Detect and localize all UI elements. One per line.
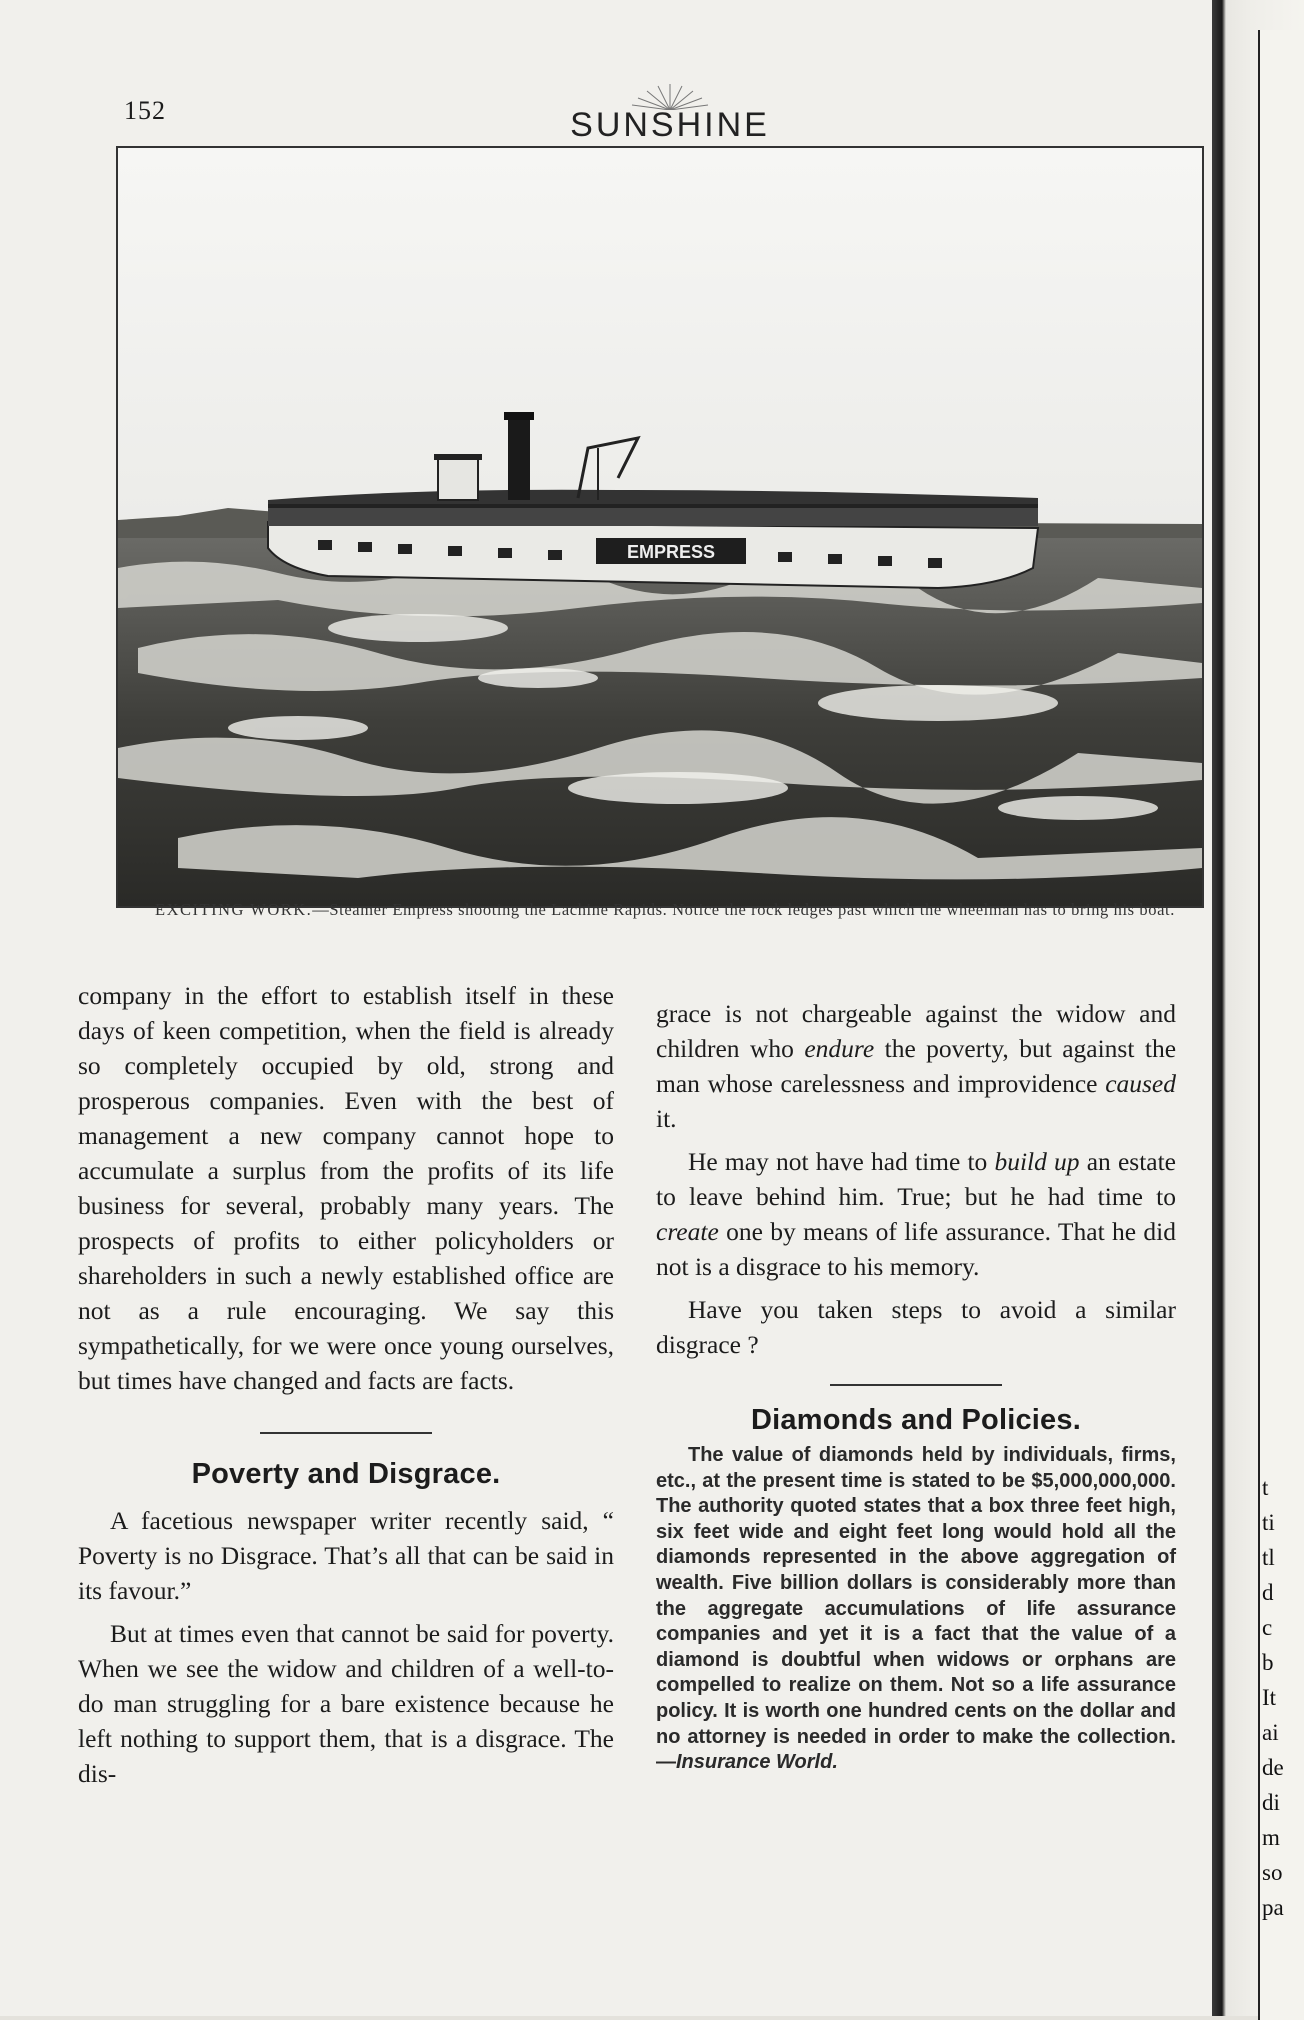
para4-emphasis-1: build up: [994, 1147, 1080, 1176]
caption-text: —Steamer Empress shooting the Lachine Rapids. Notice the rock ledges past which the wheelman has to bring his boat.: [312, 900, 1175, 919]
edge-fragment: b: [1262, 1650, 1274, 1675]
continued-paragraph: company in the effort to establish itself in these days of keen competition, when the field is already so completely occupied by old, strong and prosperous companies. Even with the best of management a new company cannot hope to accumulate a surplus from the profits of its life business for several, probably many years. The prospects of profits to either policyholders or shareholders in such a newly established office are not as a rule encouraging. We say this sympathetically, for we were once young ourselves, but times have changed and facts are facts.: [78, 981, 614, 1395]
facing-page-text-fragments: [1262, 1470, 1302, 1925]
edge-fragment: t: [1262, 1475, 1269, 1500]
diamonds-text: The value of diamonds held by individuals, firms, etc., at the present time is stated to be $5,000,000,000. The authority quoted states that a box three feet high, six feet wide and eight feet long would hold all the diamonds represented in the above aggregation of wealth. Five billion dollars is considerably more than the aggregate accumulations of life assurance companies and yet it is a fact that the value of a diamond is doubtful when widows or orphans are compelled to realize on them. Not so a life assurance policy. It is worth one hundred cents on the dollar and no attorney is needed in order to make the collection.—: [656, 1444, 1176, 1774]
para3-text-c: it.: [656, 1104, 677, 1133]
para3-text-b: the poverty, but against the man whose carelessness and improvidence: [656, 1034, 1177, 1098]
poverty-paragraph-5: Have you taken steps to avoid a similar disgrace ?: [656, 1295, 1176, 1359]
edge-fragment: d: [1262, 1580, 1274, 1605]
para3-emphasis-1: endure: [804, 1034, 875, 1063]
masthead-title: SUNSHINE: [570, 106, 770, 144]
edge-fragment: de: [1262, 1755, 1284, 1780]
para4-text-b: an estate to leave behind him. True; but he had time to: [656, 1147, 1176, 1211]
para4-text-a: He may not have had time to: [688, 1147, 995, 1176]
page-number: 152: [124, 96, 166, 125]
poverty-paragraph-2: But at times even that cannot be said for poverty. When we see the widow and children of a well-to-do man struggling for a bare existence because he left nothing to support them, that is a disgrace. The dis-: [78, 1619, 614, 1788]
section-divider: [260, 1432, 432, 1434]
boat-name-label: EMPRESS: [626, 542, 716, 562]
edge-fragment: m: [1262, 1825, 1280, 1850]
para3-text-a: grace is not chargeable against the widow and children who: [656, 999, 1176, 1063]
edge-fragment: ai: [1262, 1720, 1279, 1745]
steamer-photograph: [116, 146, 1204, 908]
edge-fragment: ti: [1262, 1510, 1275, 1535]
para4-emphasis-2: create: [656, 1217, 719, 1246]
left-column: [78, 978, 614, 1791]
edge-fragment: It: [1262, 1685, 1277, 1710]
article-title-diamonds: Diamonds and Policies.: [751, 1404, 1081, 1436]
edge-fragment: c: [1262, 1615, 1273, 1640]
edge-fragment: di: [1262, 1790, 1280, 1815]
edge-fragment: tl: [1262, 1545, 1275, 1570]
diamonds-source: Insurance World.: [676, 1751, 838, 1774]
poverty-paragraph-3: [656, 996, 1176, 1136]
right-column: [656, 996, 1176, 1776]
poverty-paragraph-4: [656, 1144, 1176, 1284]
edge-fragment: pa: [1262, 1895, 1284, 1920]
diamonds-article: [656, 1443, 1176, 1776]
para3-emphasis-2: caused: [1105, 1069, 1176, 1098]
article-title-poverty: Poverty and Disgrace.: [191, 1458, 501, 1490]
rapids-photo-illustration: [118, 148, 1202, 906]
diamonds-paragraph: [656, 1443, 1176, 1776]
section-divider: [830, 1384, 1002, 1386]
poverty-paragraph-1: A facetious newspaper writer recently said, “ Poverty is no Disgrace. That’s all that can be said in its favour.”: [78, 1506, 614, 1605]
caption-lead: EXCITING WORK.: [155, 900, 313, 919]
edge-fragment: so: [1262, 1860, 1283, 1885]
photo-caption: [110, 900, 1220, 920]
para4-text-c: one by means of life assurance. That he did not is a disgrace to his memory.: [656, 1217, 1176, 1281]
